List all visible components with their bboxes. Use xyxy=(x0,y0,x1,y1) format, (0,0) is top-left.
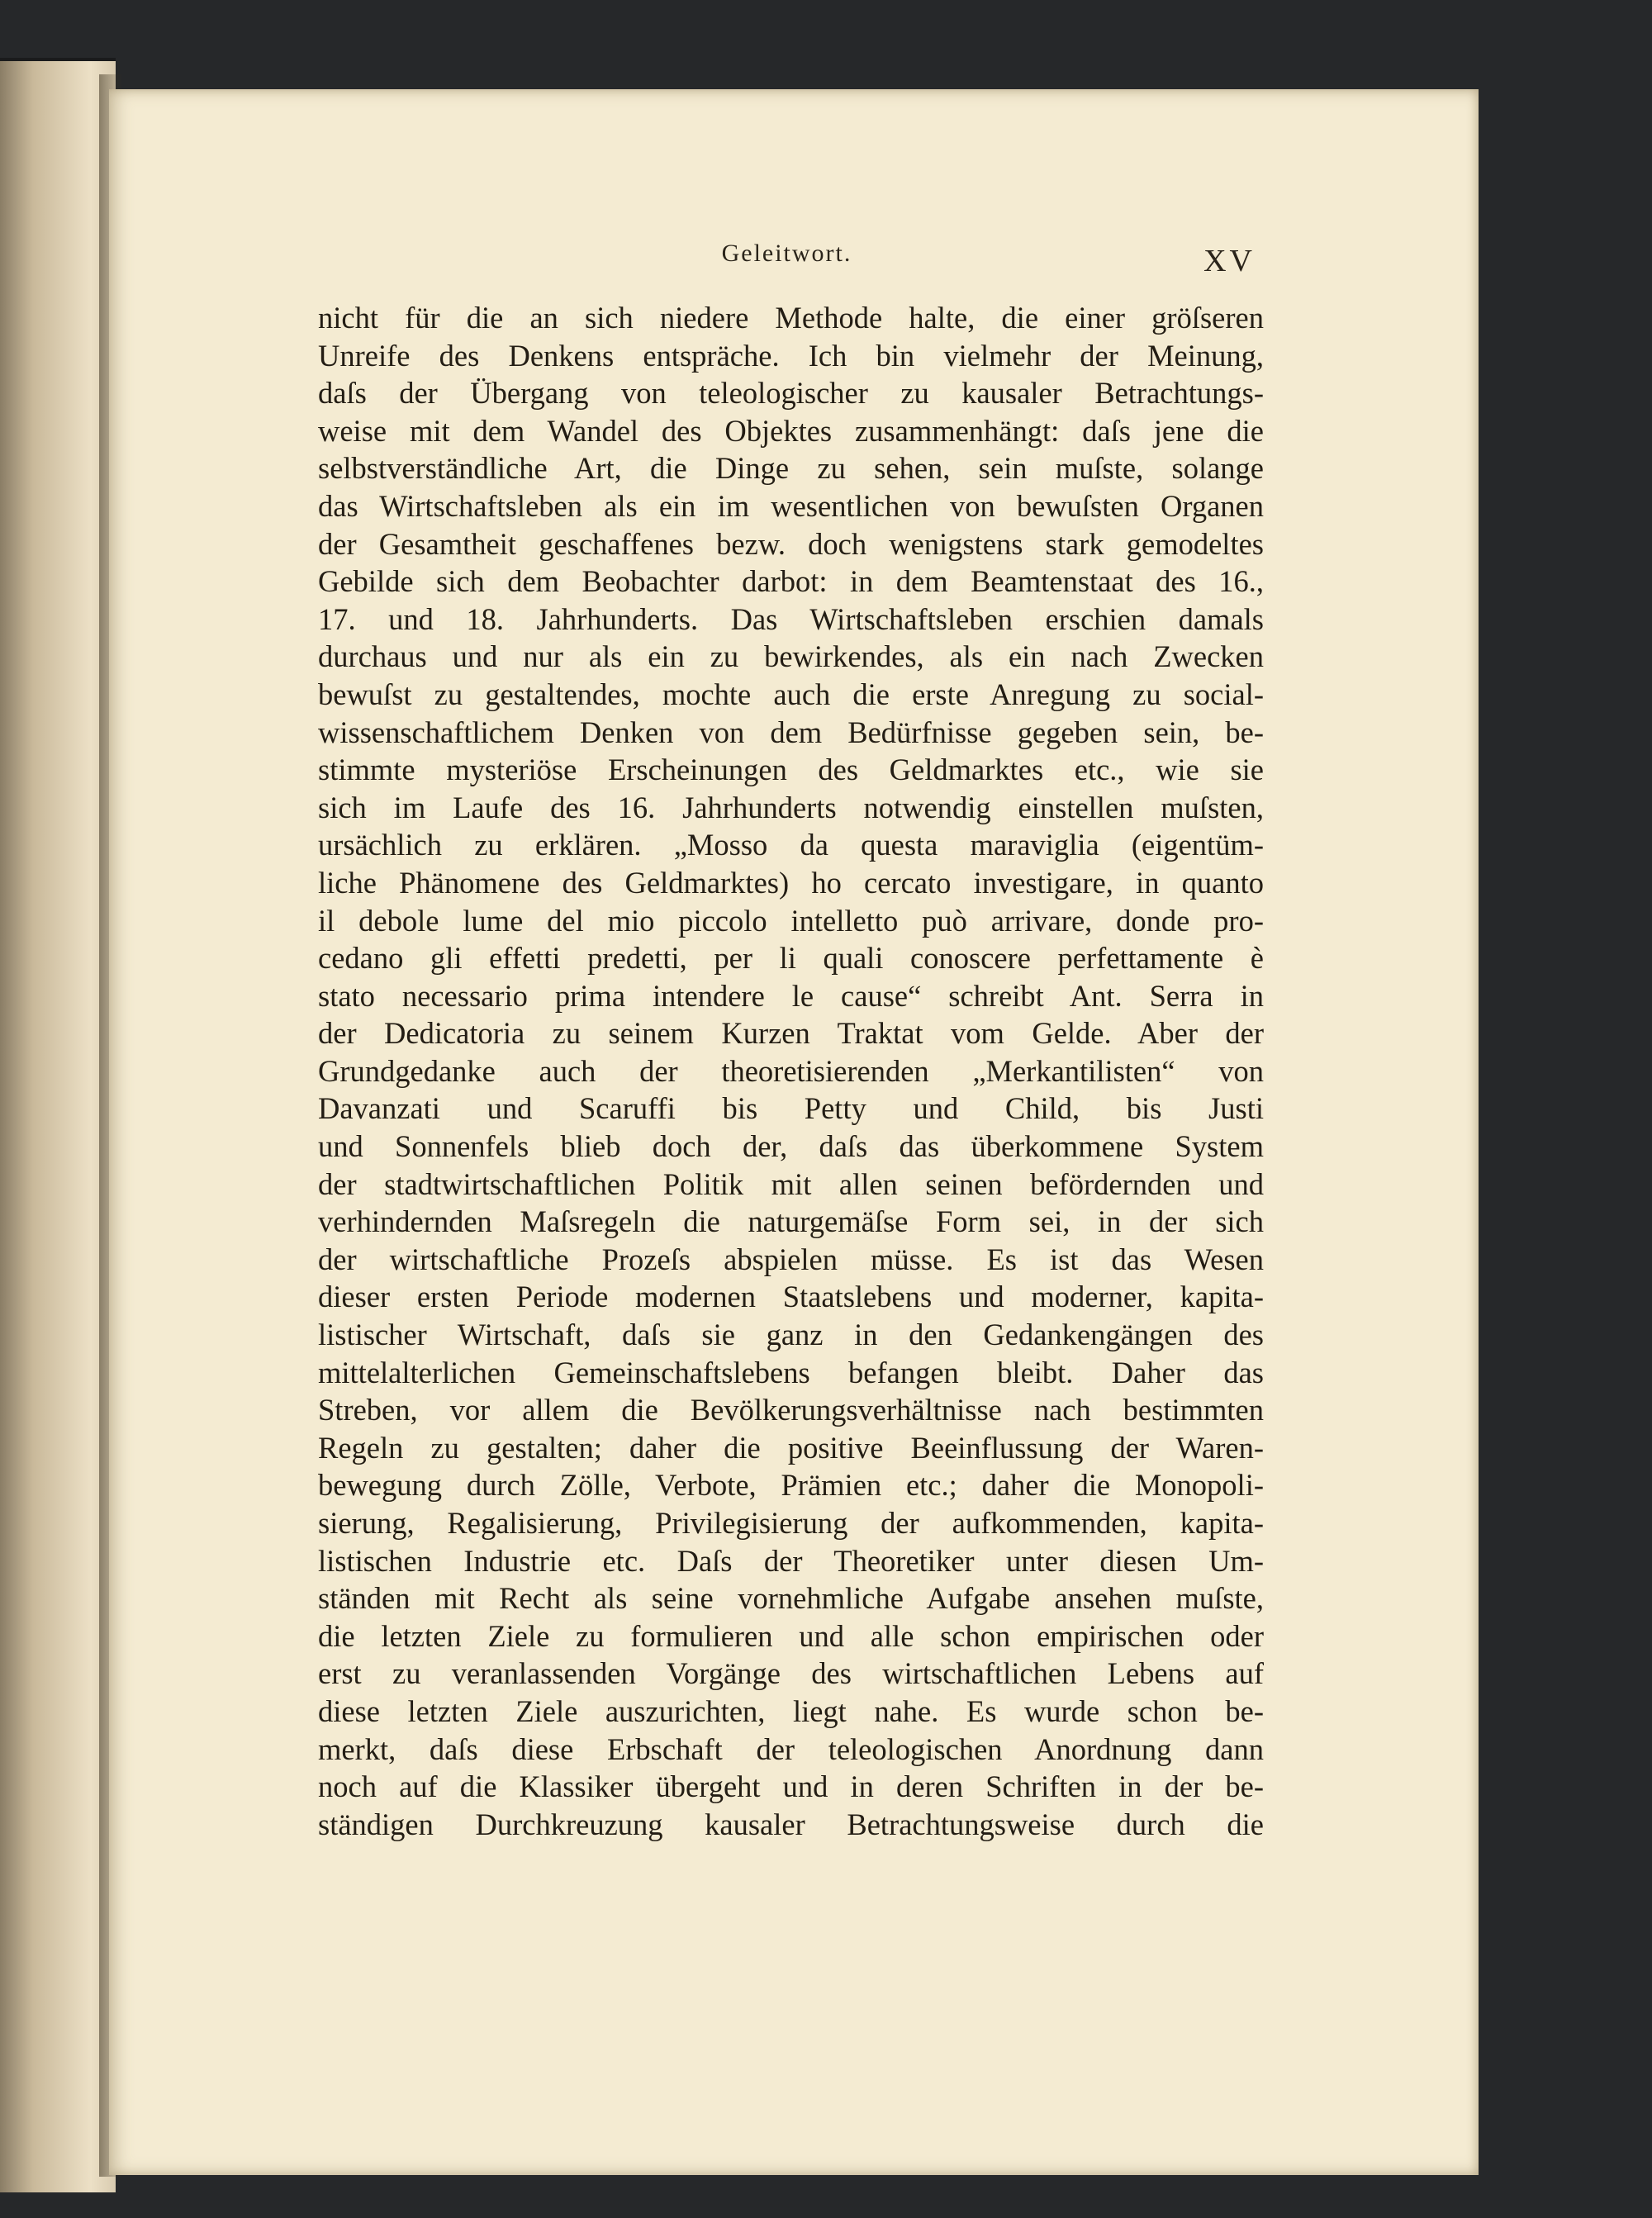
text-line: Streben, vor allem die Bevölkerungsverhältnisse nach bestimmten xyxy=(318,1393,1264,1427)
text-line: erst zu veranlassenden Vorgänge des wirtschaftlichen Lebens auf xyxy=(318,1656,1264,1691)
text-line: Gebilde sich dem Beobachter darbot: in dem Beamtenstaat des 16., xyxy=(318,564,1264,599)
text-line: 17. und 18. Jahrhunderts. Das Wirtschaftsleben erschien damals xyxy=(318,601,1264,636)
text-line: Davanzati und Scaruffi bis Petty und Child, bis Justi xyxy=(318,1091,1264,1126)
text-line: sich im Laufe des 16. Jahrhunderts notwendig einstellen muſsten, xyxy=(318,790,1264,824)
page-header xyxy=(318,240,1256,281)
text-line: Regeln zu gestalten; daher die positive Beeinflussung der Waren- xyxy=(318,1430,1264,1465)
text-line: stimmte mysteriöse Erscheinungen des Geldmarktes etc., wie sie xyxy=(318,753,1264,787)
text-line: listischen Industrie etc. Daſs der Theoretiker unter diesen Um- xyxy=(318,1543,1264,1578)
text-line: wissenschaftlichem Denken von dem Bedürfnisse gegeben sein, be- xyxy=(318,715,1264,749)
text-line: Unreife des Denkens entspräche. Ich bin vielmehr der Meinung, xyxy=(318,338,1264,373)
text-line: ursächlich zu erklären. „Mosso da questa maraviglia (eigentüm- xyxy=(318,828,1264,862)
text-line: durchaus und nur als ein zu bewirkendes, als ein nach Zwecken xyxy=(318,639,1264,674)
text-line: listischer Wirtschaft, daſs sie ganz in den Gedankengängen des xyxy=(318,1318,1264,1352)
text-line: mittelalterlichen Gemeinschaftslebens befangen bleibt. Daher das xyxy=(318,1355,1264,1389)
left-page-edge xyxy=(0,58,116,2192)
text-line: daſs der Übergang von teleologischer zu kausaler Betrachtungs- xyxy=(318,376,1264,411)
text-line: stato necessario prima intendere le cause“ schreibt Ant. Serra in xyxy=(318,978,1264,1013)
body-text xyxy=(318,299,1264,1843)
text-line: die letzten Ziele zu formulieren und alle schon empirischen oder xyxy=(318,1618,1264,1653)
text-line: verhindernden Maſsregeln die naturgemäſse Form sei, in der sich xyxy=(318,1204,1264,1239)
text-line: bewuſst zu gestaltendes, mochte auch die erste Anregung zu social- xyxy=(318,677,1264,711)
text-line: cedano gli effetti predetti, per li quali conoscere perfettamente è xyxy=(318,941,1264,976)
text-line: der Dedicatoria zu seinem Kurzen Traktat vom Gelde. Aber der xyxy=(318,1016,1264,1051)
page-number: XV xyxy=(1203,244,1256,278)
text-line: Grundgedanke auch der theoretisierenden „Merkantilisten“ von xyxy=(318,1053,1264,1088)
text-line: und Sonnenfels blieb doch der, daſs das überkommene System xyxy=(318,1129,1264,1164)
text-line: nicht für die an sich niedere Methode halte, die einer gröſseren xyxy=(318,301,1264,335)
text-line: il debole lume del mio piccolo intelletto può arrivare, donde pro- xyxy=(318,903,1264,938)
text-line: der wirtschaftliche Prozeſs abspielen müsse. Es ist das Wesen xyxy=(318,1242,1264,1276)
text-line: dieser ersten Periode modernen Staatslebens und moderner, kapita- xyxy=(318,1280,1264,1314)
text-line: weise mit dem Wandel des Objektes zusammenhängt: daſs jene die xyxy=(318,413,1264,448)
text-line: sierung, Regalisierung, Privilegisierung der aufkommenden, kapita- xyxy=(318,1506,1264,1540)
text-line: das Wirtschaftsleben als ein im wesentlichen von bewuſsten Organen xyxy=(318,488,1264,523)
text-line: der stadtwirtschaftlichen Politik mit allen seinen befördernden und xyxy=(318,1166,1264,1201)
text-line: ständen mit Recht als seine vornehmliche Aufgabe ansehen muſste, xyxy=(318,1581,1264,1616)
text-line: bewegung durch Zölle, Verbote, Prämien etc.; daher die Monopoli- xyxy=(318,1468,1264,1503)
text-line: noch auf die Klassiker übergeht und in deren Schriften in der be- xyxy=(318,1769,1264,1804)
text-line: merkt, daſs diese Erbschaft der teleologischen Anordnung dann xyxy=(318,1731,1264,1766)
text-line: liche Phänomene des Geldmarktes) ho cercato investigare, in quanto xyxy=(318,865,1264,900)
text-line: diese letzten Ziele auszurichten, liegt nahe. Es wurde schon be- xyxy=(318,1693,1264,1728)
text-line: selbstverständliche Art, die Dinge zu sehen, sein muſste, solange xyxy=(318,451,1264,486)
text-line: ständigen Durchkreuzung kausaler Betrachtungsweise durch die xyxy=(318,1807,1264,1841)
running-head: Geleitwort. xyxy=(721,240,852,267)
text-line: der Gesamtheit geschaffenes bezw. doch wenigstens stark gemodeltes xyxy=(318,526,1264,561)
